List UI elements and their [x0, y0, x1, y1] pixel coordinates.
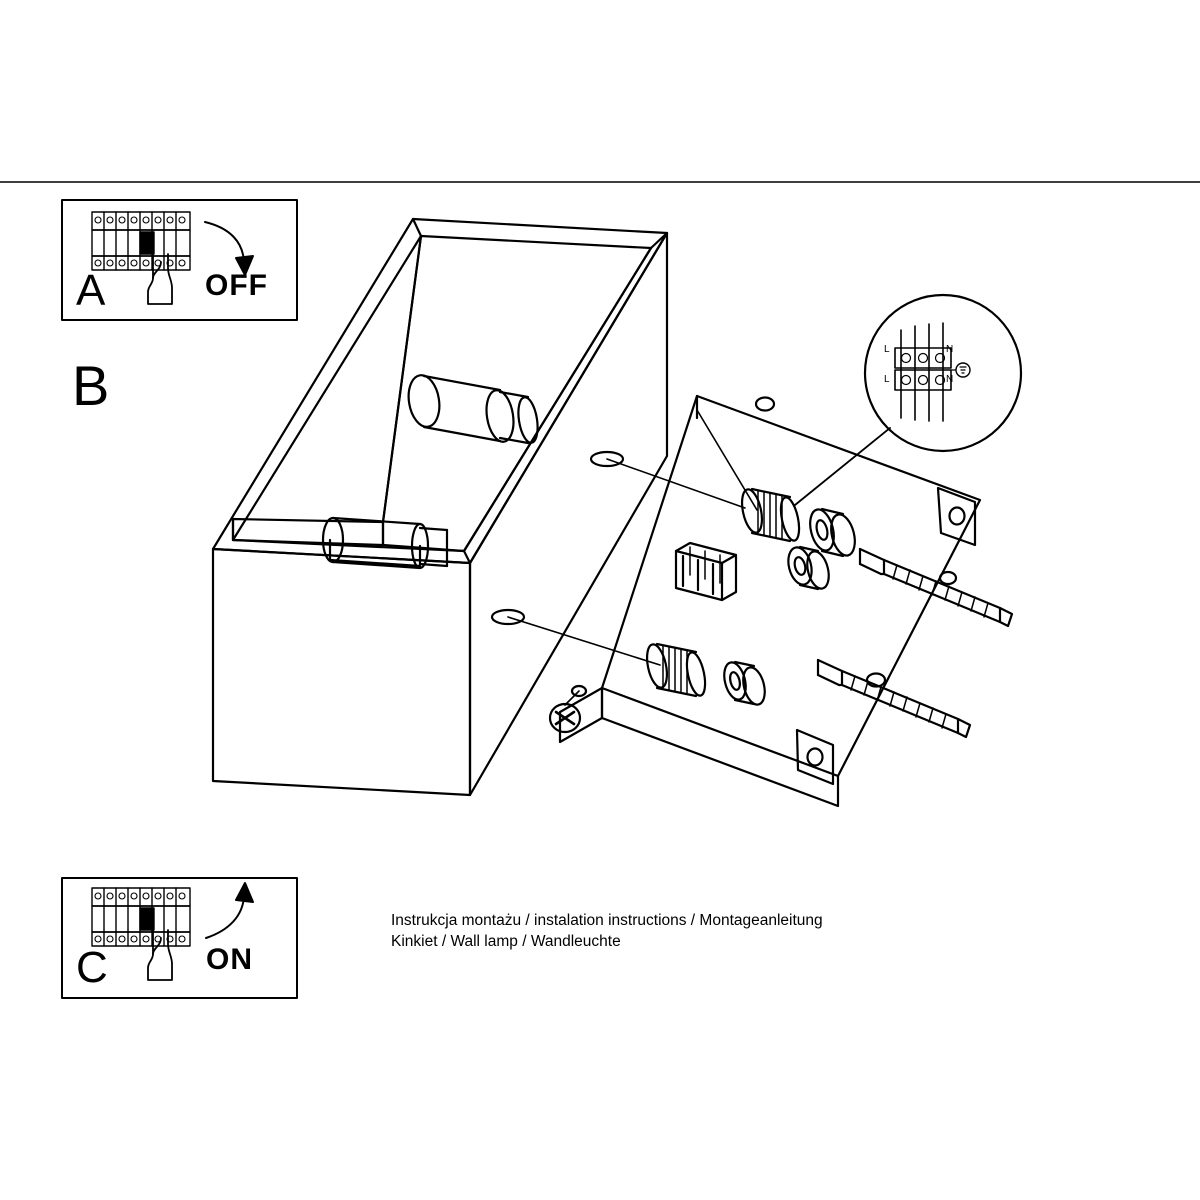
step-a-letter: A	[76, 266, 106, 315]
terminal-label-l-top: L	[884, 344, 890, 355]
step-c-state-label: ON	[206, 943, 253, 976]
plate-hole-3	[940, 572, 956, 584]
terminal-label-n-bottom: N	[946, 374, 954, 385]
lamp-shade	[213, 219, 667, 795]
plate-hole-1	[756, 398, 774, 411]
lamp-socket-upper	[405, 373, 540, 444]
step-a-arrow-icon	[205, 222, 253, 275]
step-c-arrow-icon	[206, 883, 253, 938]
flange-screw	[550, 686, 586, 732]
step-c-letter: C	[76, 943, 109, 992]
terminal-label-l-bottom: L	[884, 374, 890, 385]
step-c-breaker	[92, 888, 190, 946]
terminal-label-n-top: N	[946, 344, 954, 355]
document-subtitle: Kinkiet / Wall lamp / Wandleuchte	[391, 933, 621, 950]
step-b-letter: B	[72, 354, 110, 417]
step-a-state-label: OFF	[205, 269, 268, 302]
document-title: Instrukcja montażu / instalation instructions / Montageanleitung	[391, 912, 823, 929]
step-a-breaker	[92, 212, 190, 270]
